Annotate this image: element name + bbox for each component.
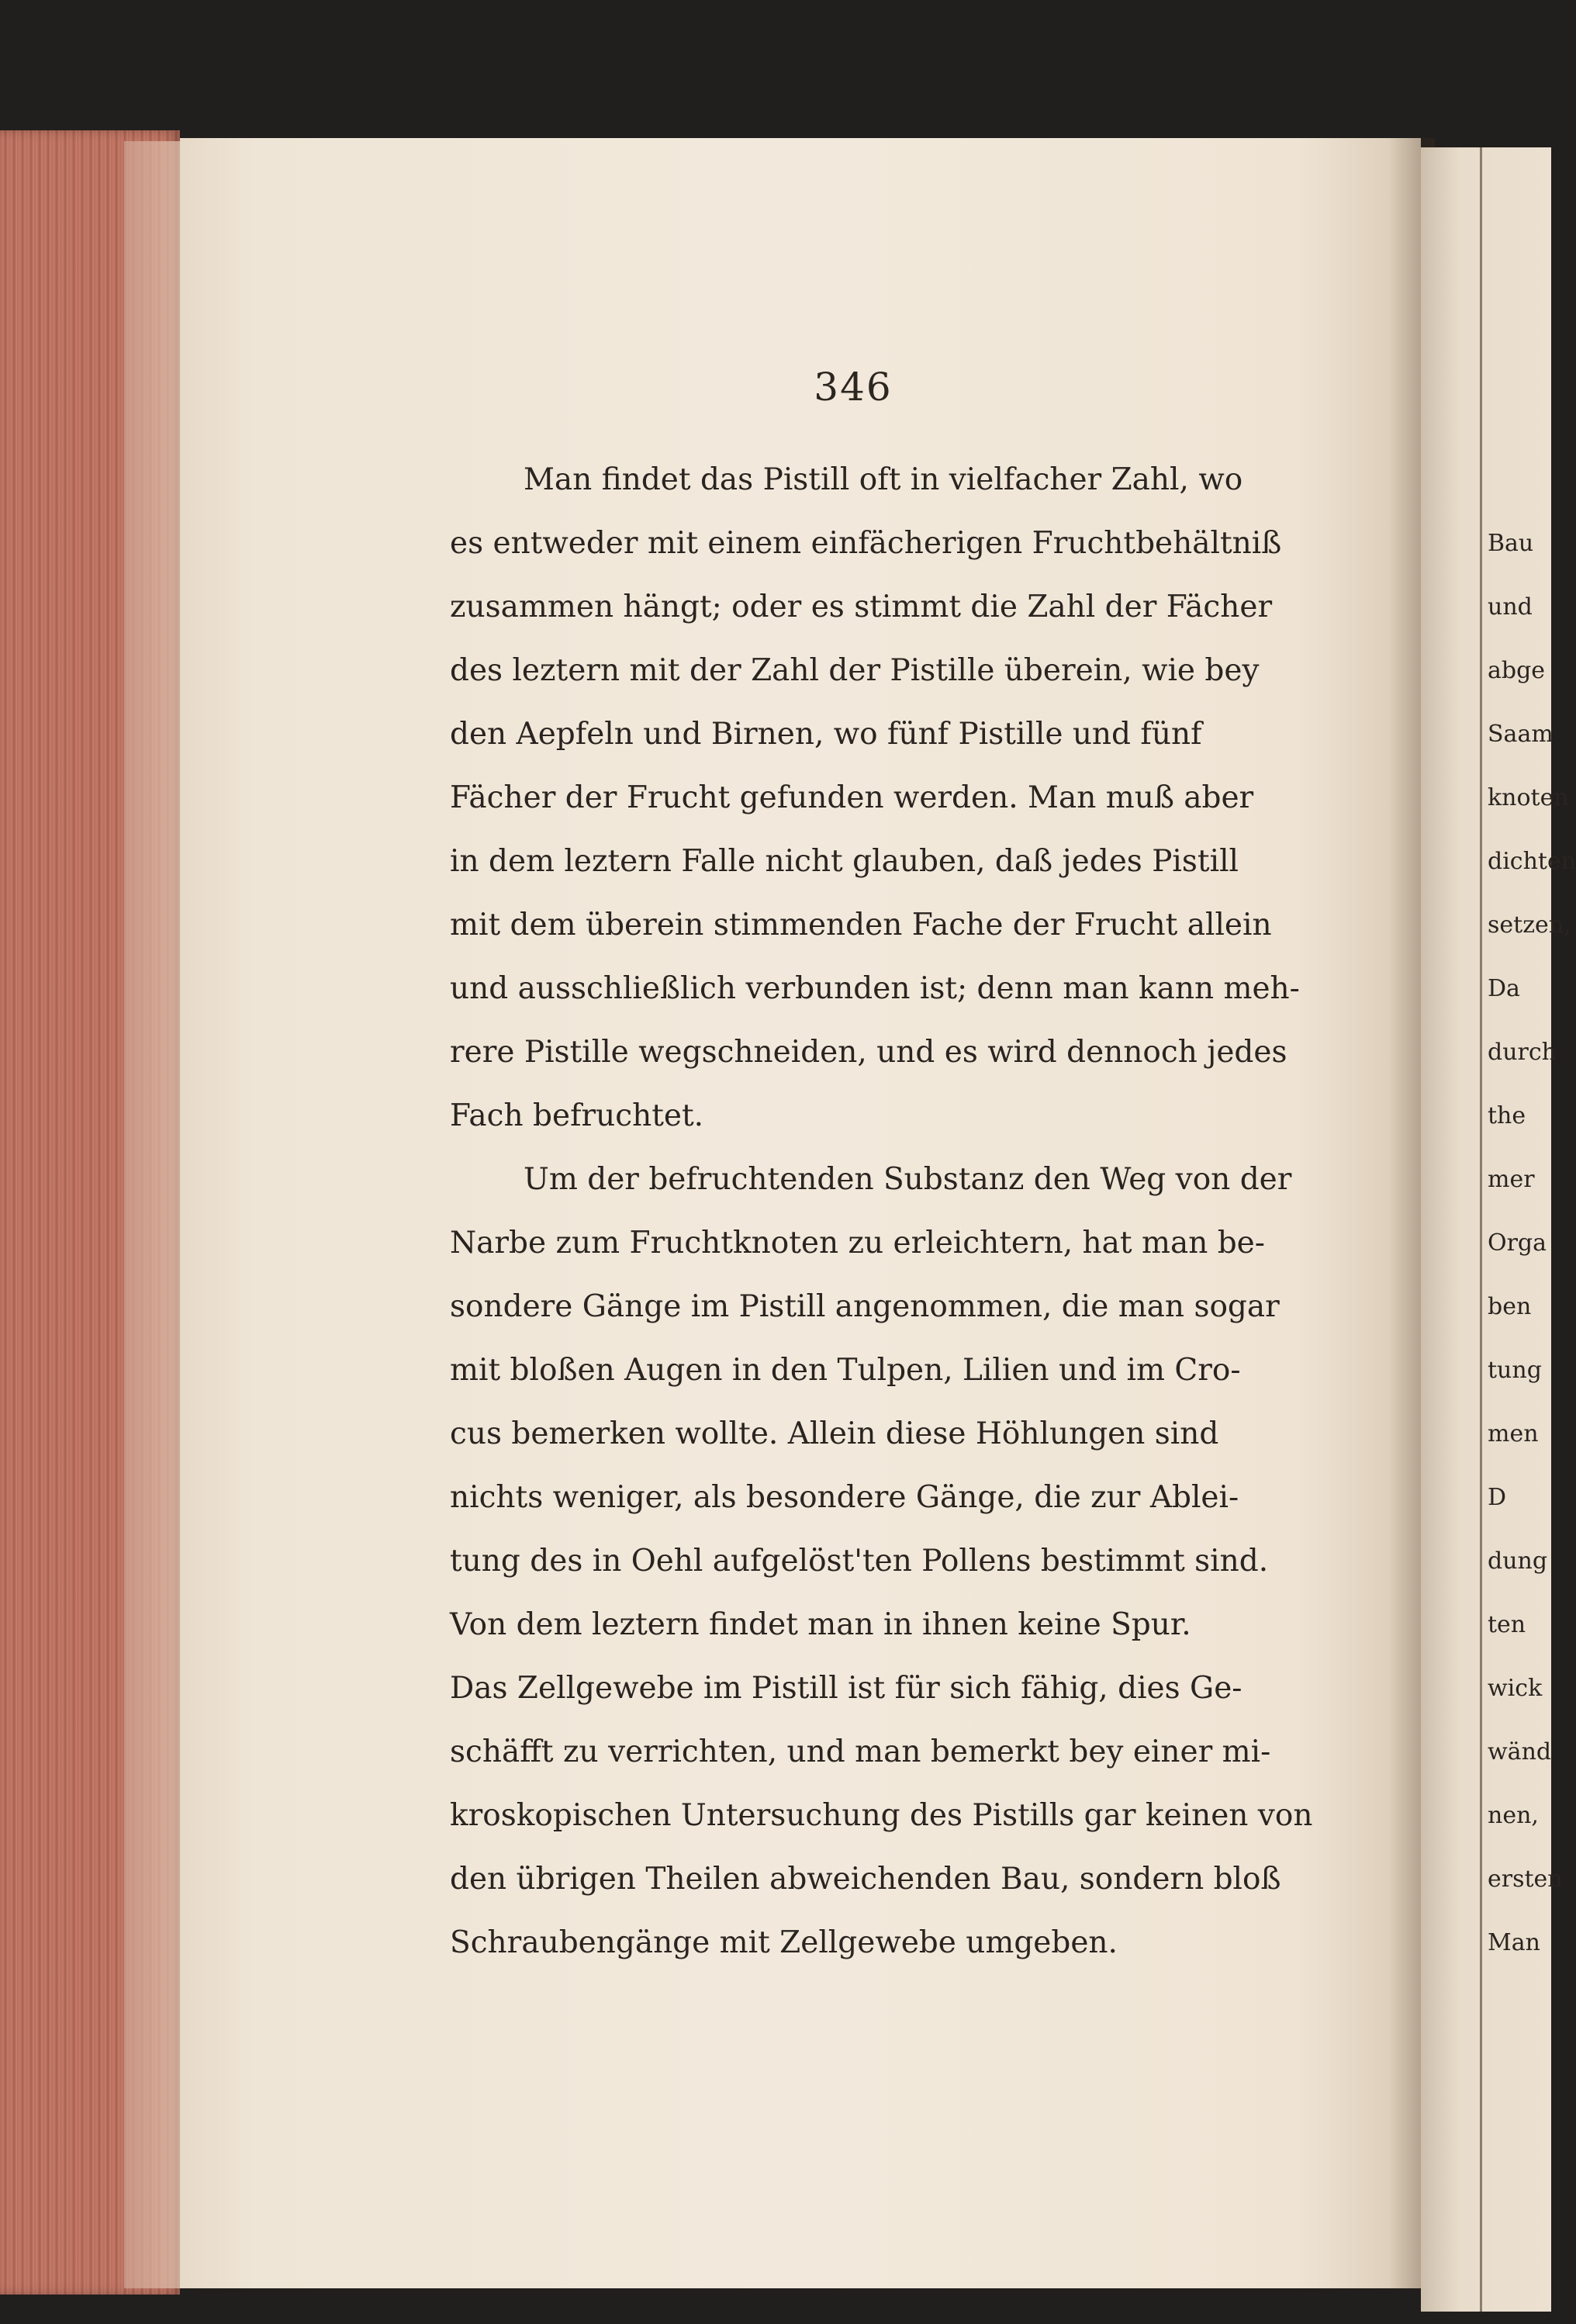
fragment-word: abge	[1488, 657, 1546, 684]
fragment-word: dung	[1488, 1548, 1548, 1575]
page-edge-highlight	[124, 141, 180, 2288]
text-line: den übrigen Theilen abweichenden Bau, sondern bloß	[450, 1862, 1281, 1897]
right-page-rule	[1480, 147, 1482, 2312]
text-line: sondere Gänge im Pistill angenommen, die man sogar	[450, 1289, 1280, 1324]
text-line: Man findet das Pistill oft in vielfacher Zahl, wo	[524, 462, 1243, 497]
next-page-fragments	[1488, 512, 1576, 1975]
fragment-word: ben	[1488, 1293, 1532, 1320]
text-line: es entweder mit einem einfächerigen Fruchtbehältniß	[450, 526, 1282, 561]
fragment-word: Bau	[1488, 530, 1534, 557]
text-line: mit bloßen Augen in den Tulpen, Lilien und im Cro-	[450, 1353, 1241, 1388]
fragment-word: tung	[1488, 1357, 1542, 1384]
fragment-word: nen,	[1488, 1802, 1539, 1829]
fragment-word: Saam	[1488, 721, 1554, 748]
text-line: zusammen hängt; oder es stimmt die Zahl der Fächer	[450, 590, 1273, 624]
text-line: kroskopischen Untersuchung des Pistills gar keinen von	[450, 1798, 1313, 1833]
text-line: Schraubengänge mit Zellgewebe umgeben.	[450, 1925, 1118, 1960]
text-line: mit dem überein stimmenden Fache der Frucht allein	[450, 908, 1272, 942]
text-line: Fächer der Frucht gefunden werden. Man muß aber	[450, 780, 1254, 815]
fragment-word: knoten	[1488, 784, 1569, 811]
text-line: Fach befruchtet.	[450, 1098, 704, 1133]
fragment-word: Man	[1488, 1929, 1540, 1956]
text-line: und ausschließlich verbunden ist; denn man kann meh-	[450, 971, 1300, 1006]
text-line: nichts weniger, als besondere Gänge, die zur Ablei-	[450, 1480, 1239, 1515]
fragment-word: setzen,	[1488, 911, 1571, 939]
text-line: in dem leztern Falle nicht glauben, daß jedes Pistill	[450, 844, 1239, 879]
fragment-word: und	[1488, 593, 1533, 621]
text-line: tung des in Oehl aufgelöst'ten Pollens bestimmt sind.	[450, 1544, 1269, 1579]
text-line: Narbe zum Fruchtknoten zu erleichtern, hat man be-	[450, 1226, 1265, 1261]
text-line: Von dem leztern findet man in ihnen keine Spur.	[450, 1607, 1191, 1642]
fragment-word: the	[1488, 1102, 1526, 1129]
fragment-word: Orga	[1488, 1229, 1547, 1257]
fragment-word: wick	[1488, 1675, 1543, 1702]
fragment-word: ersten	[1488, 1866, 1563, 1893]
fragment-word: durch	[1488, 1039, 1557, 1066]
fragment-word: Da	[1488, 975, 1520, 1002]
body-text	[450, 448, 1313, 1975]
text-line: Das Zellgewebe im Pistill ist für sich fähig, dies Ge-	[450, 1671, 1242, 1706]
text-line: Um der befruchtenden Substanz den Weg von der	[524, 1162, 1292, 1197]
fragment-word: men	[1488, 1420, 1539, 1447]
fragment-word: D	[1488, 1484, 1507, 1511]
text-line: rere Pistille wegschneiden, und es wird dennoch jedes	[450, 1035, 1287, 1070]
text-line: cus bemerken wollte. Allein diese Höhlungen sind	[450, 1416, 1219, 1451]
text-line: den Aepfeln und Birnen, wo fünf Pistille und fünf	[450, 717, 1202, 752]
fragment-word: wänd	[1488, 1738, 1552, 1765]
fragment-word: dichten	[1488, 848, 1576, 875]
page-number: 346	[814, 365, 893, 410]
fragment-word: ten	[1488, 1611, 1526, 1638]
text-line: des leztern mit der Zahl der Pistille überein, wie bey	[450, 653, 1260, 688]
fragment-word: mer	[1488, 1166, 1535, 1193]
text-line: schäfft zu verrichten, und man bemerkt bey einer mi-	[450, 1734, 1271, 1769]
